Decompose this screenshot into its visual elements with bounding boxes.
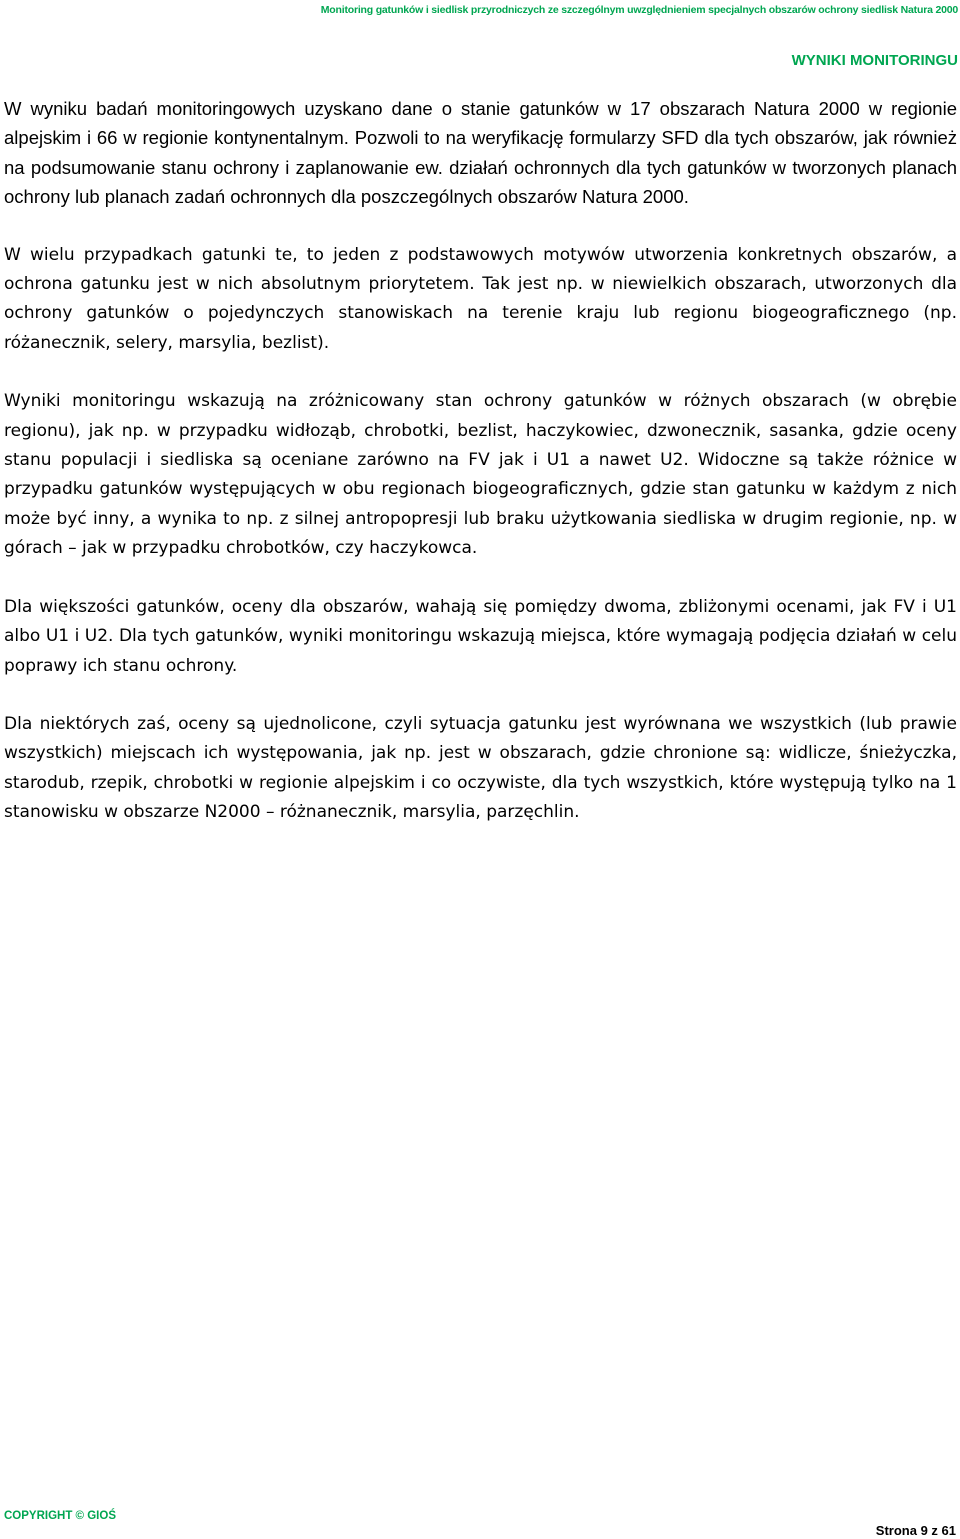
- paragraph-4: Dla większości gatunków, oceny dla obszarów, wahają się pomiędzy dwoma, zbliżonymi ocenami, jak FV i U1 albo U1 i U2. Dla tych gatunków, wyniki monitoringu wskazują miejsca, które wymagają podjęcia działań w celu poprawy ich stanu ochrony.: [4, 596, 957, 676]
- section-title: WYNIKI MONITORINGU: [791, 52, 958, 69]
- paragraph-2: W wielu przypadkach gatunki te, to jeden z podstawowych motywów utworzenia konkretnych obszarów, a ochrona gatunku jest w nich absolutnym priorytetem. Tak jest np. w niewielkich obszarach, utworzonych dla ochrony gatunków o pojedynczych stanowiskach na terenie kraju lub regionu biogeograficznego (np. różanecznik, selery, marsylia, bezlist).: [4, 244, 957, 353]
- paragraph-5: Dla niektórych zaś, oceny są ujednolicone, czyli sytuacja gatunku jest wyrównana we wszystkich (lub prawie wszystkich) miejscach ich występowania, jak np. jest w obszarach, gdzie chronione są: widlicze, śnieżyczka, starodub, rzepik, chrobotki w regionie alpejskim i co oczywiste, dla tych wszystkich, które występują tylko na 1 stanowisku w obszarze N2000 – różnanecznik, marsylia, parzęchlin.: [4, 713, 957, 823]
- copyright-notice: COPYRIGHT © GIOŚ: [4, 1510, 116, 1522]
- running-header: Monitoring gatunków i siedlisk przyrodniczych ze szczególnym uwzględnieniem specjalnych obszarów ochrony siedlisk Natura 2000: [320, 4, 958, 16]
- paragraph-1: W wyniku badań monitoringowych uzyskano dane o stanie gatunków w 17 obszarach Natura 2000 w regionie alpejskim i 66 w regionie kontynentalnym. Pozwoli to na weryfikację formularzy SFD dla tych obszarów, jak również na podsumowanie stanu ochrony i zaplanowanie ew. działań ochronnych dla tych gatunków w tworzonych planach ochrony lub planach zadań ochronnych dla poszczególnych obszarów Natura 2000.: [4, 98, 957, 208]
- page-number: Strona 9 z 61: [875, 1523, 956, 1538]
- paragraph-3: Wyniki monitoringu wskazują na zróżnicowany stan ochrony gatunków w różnych obszarach (w obrębie regionu), jak np. w przypadku widłoząb, chrobotki, bezlist, haczykowiec, dzwonecznik, sasanka, gdzie oceny stanu populacji i siedliska są oceniane zarówno na FV jak i U1 a nawet U2. Widoczne są także różnice w przypadku gatunków występujących w obu regionach biogeograficznych, gdzie stan gatunku w każdym z nich może być inny, a wynika to np. z silnej antropopresji lub braku użytkowania siedliska w drugim regionie, np. w górach – jak w przypadku chrobotków, czy haczykowca.: [4, 391, 957, 559]
- document-body: [4, 94, 957, 857]
